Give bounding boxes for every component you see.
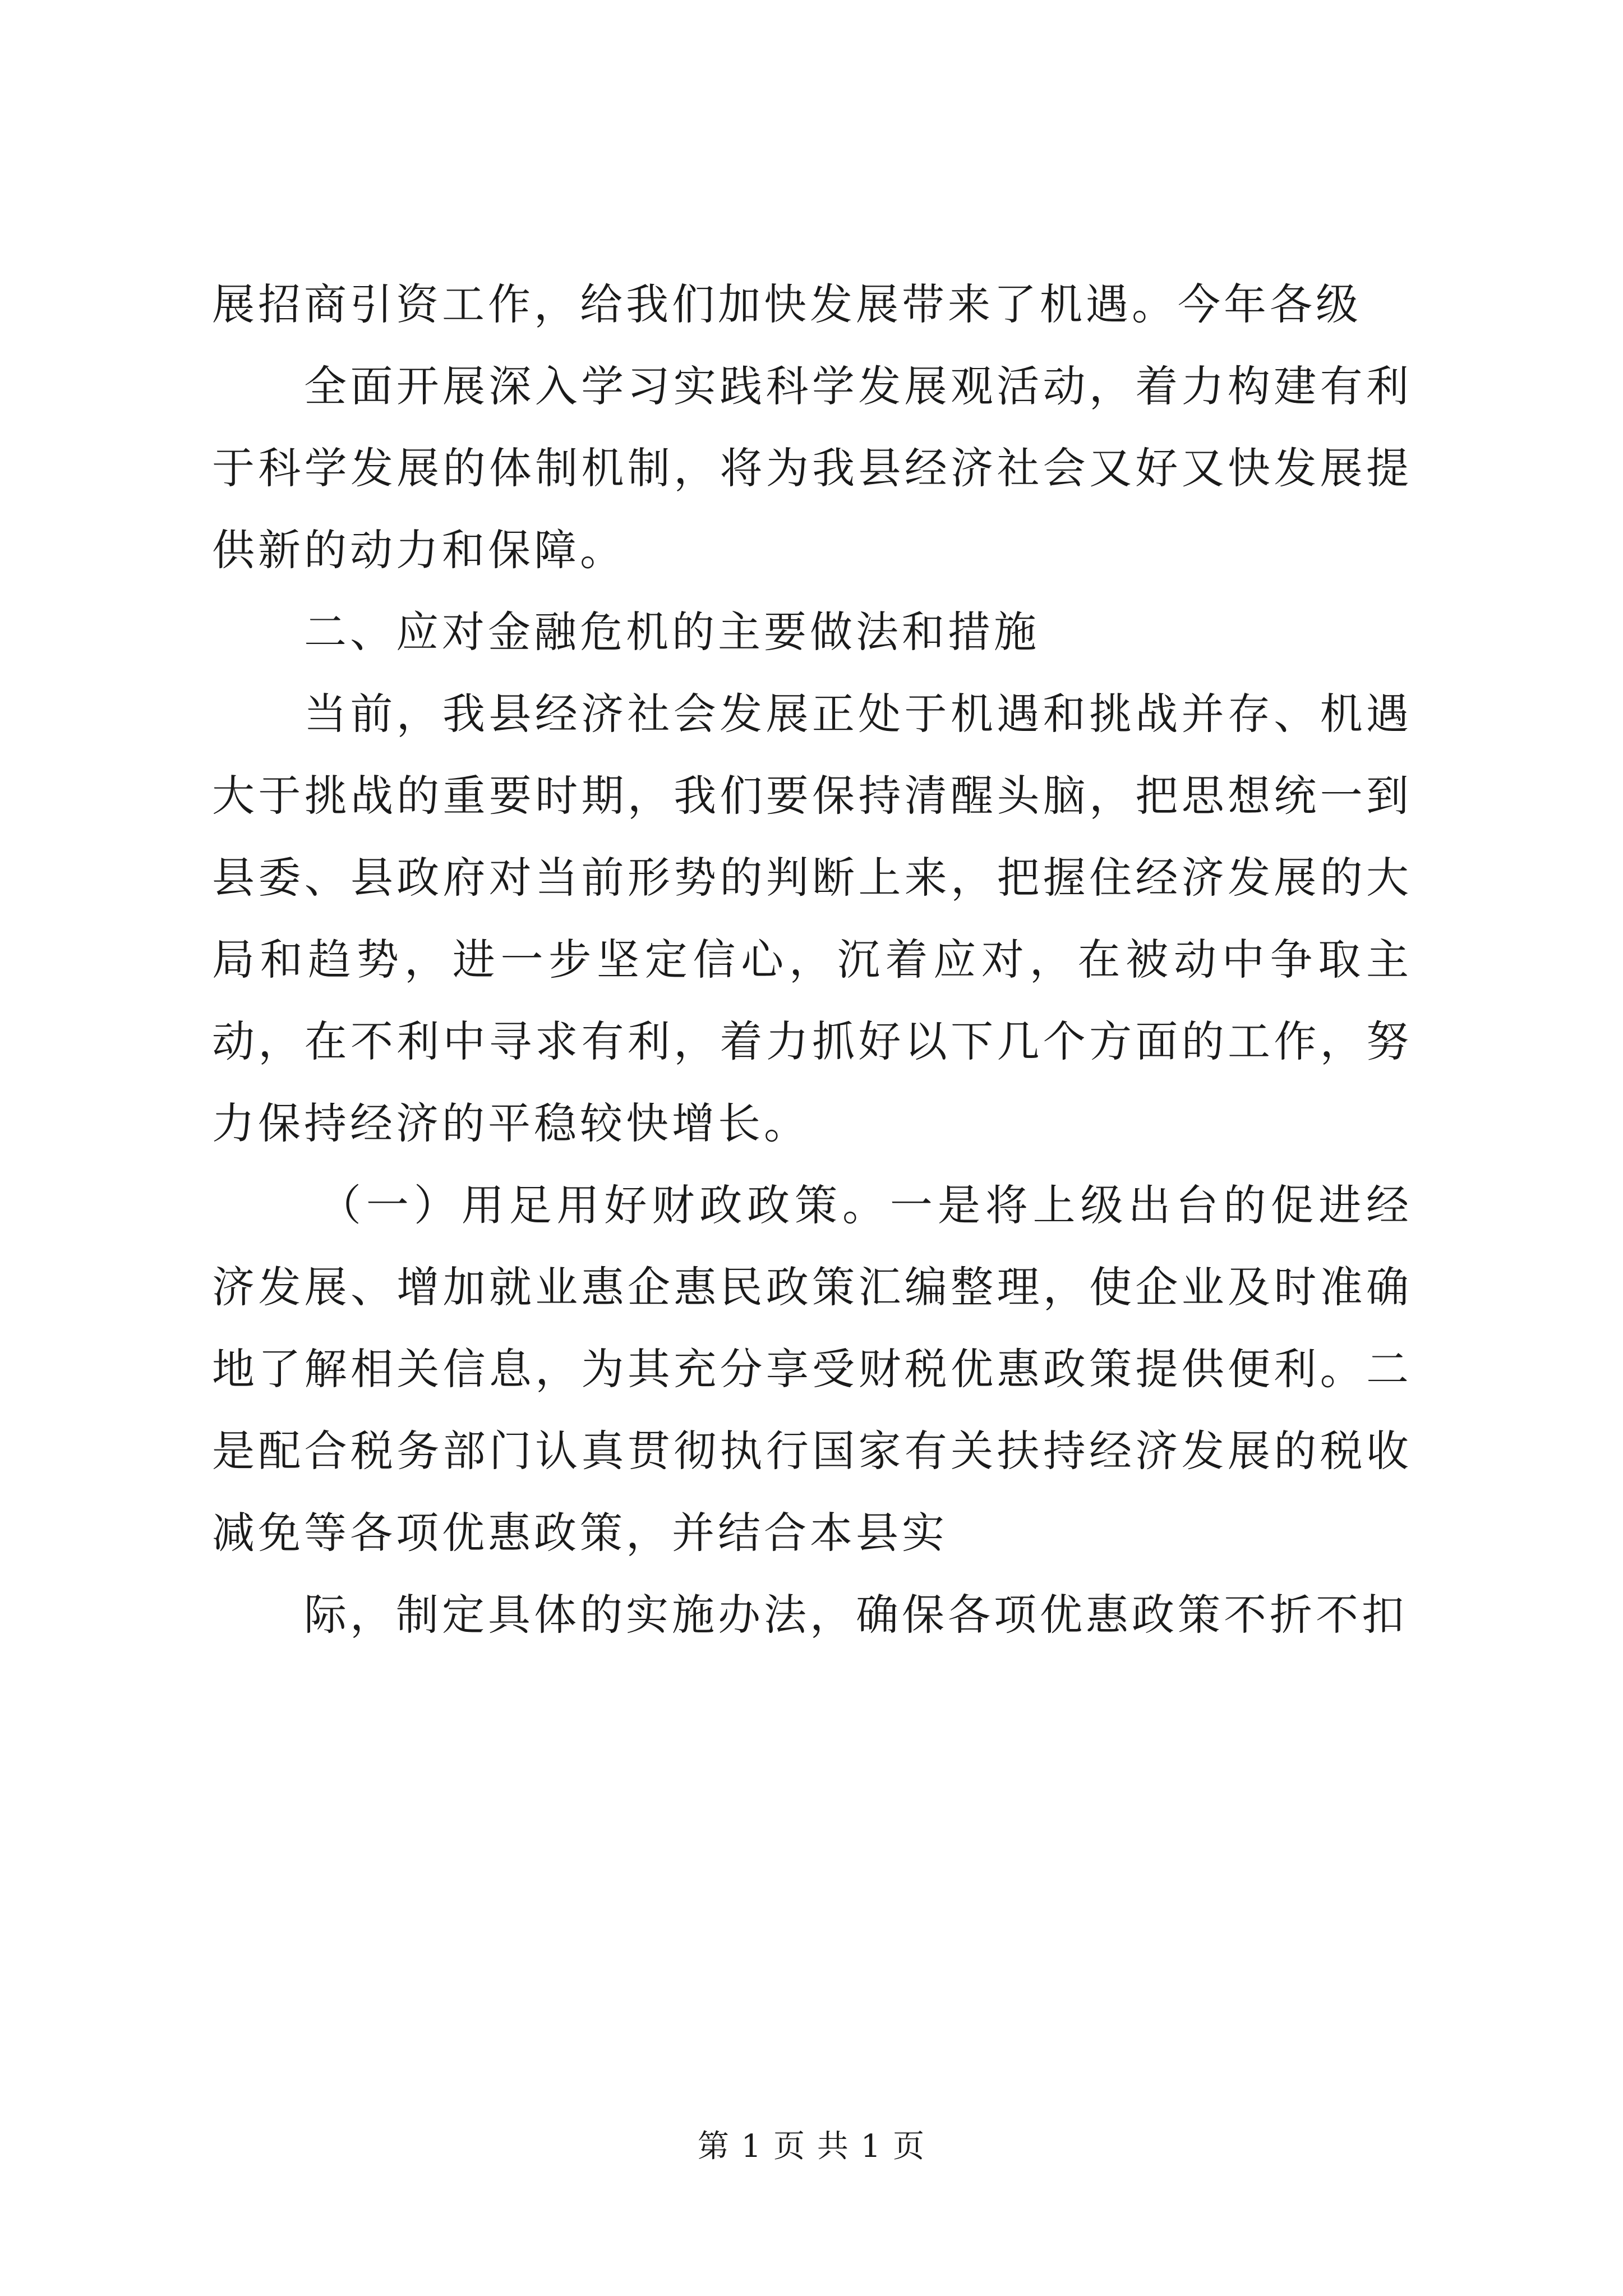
paragraph-current-situation: 当前，我县经济社会发展正处于机遇和挑战并存、机遇大于挑战的重要时期，我们要保持清醒头脑，把思想统一到县委、县政府对当前形势的判断上来，把握住经济发展的大局和趋势，进一步坚定信心，沉着应对，在被动中争取主动，在不利中寻求有利，着力抓好以下几个方面的工作，努力保持经济的平稳较快增长。 — [212, 689, 1412, 1148]
document-body — [212, 264, 1412, 1656]
paragraph-continuation: 展招商引资工作，给我们加快发展带来了机遇。今年各级 — [212, 279, 1362, 329]
section-heading: 二、应对金融危机的主要做法和措施 — [304, 607, 1040, 657]
paragraph-study-practice: 全面开展深入学习实践科学发展观活动，着力构建有利于科学发展的体制机制，将为我县经济社会又好又快发展提供新的动力和保障。 — [212, 361, 1412, 575]
page-footer: 第 1 页 共 1 页 — [697, 2128, 926, 2165]
paragraph-fiscal-policy: （一）用足用好财政政策。一是将上级出台的促进经济发展、增加就业惠企惠民政策汇编整理，使企业及时准确地了解相关信息，为其充分享受财税优惠政策提供便利。二是配合税务部门认真贯彻执行国家有关扶持经济发展的税收减免等各项优惠政策，并结合本县实 — [212, 1180, 1412, 1558]
paragraph-implementation: 际，制定具体的实施办法，确保各项优惠政策不折不扣 — [304, 1590, 1408, 1640]
